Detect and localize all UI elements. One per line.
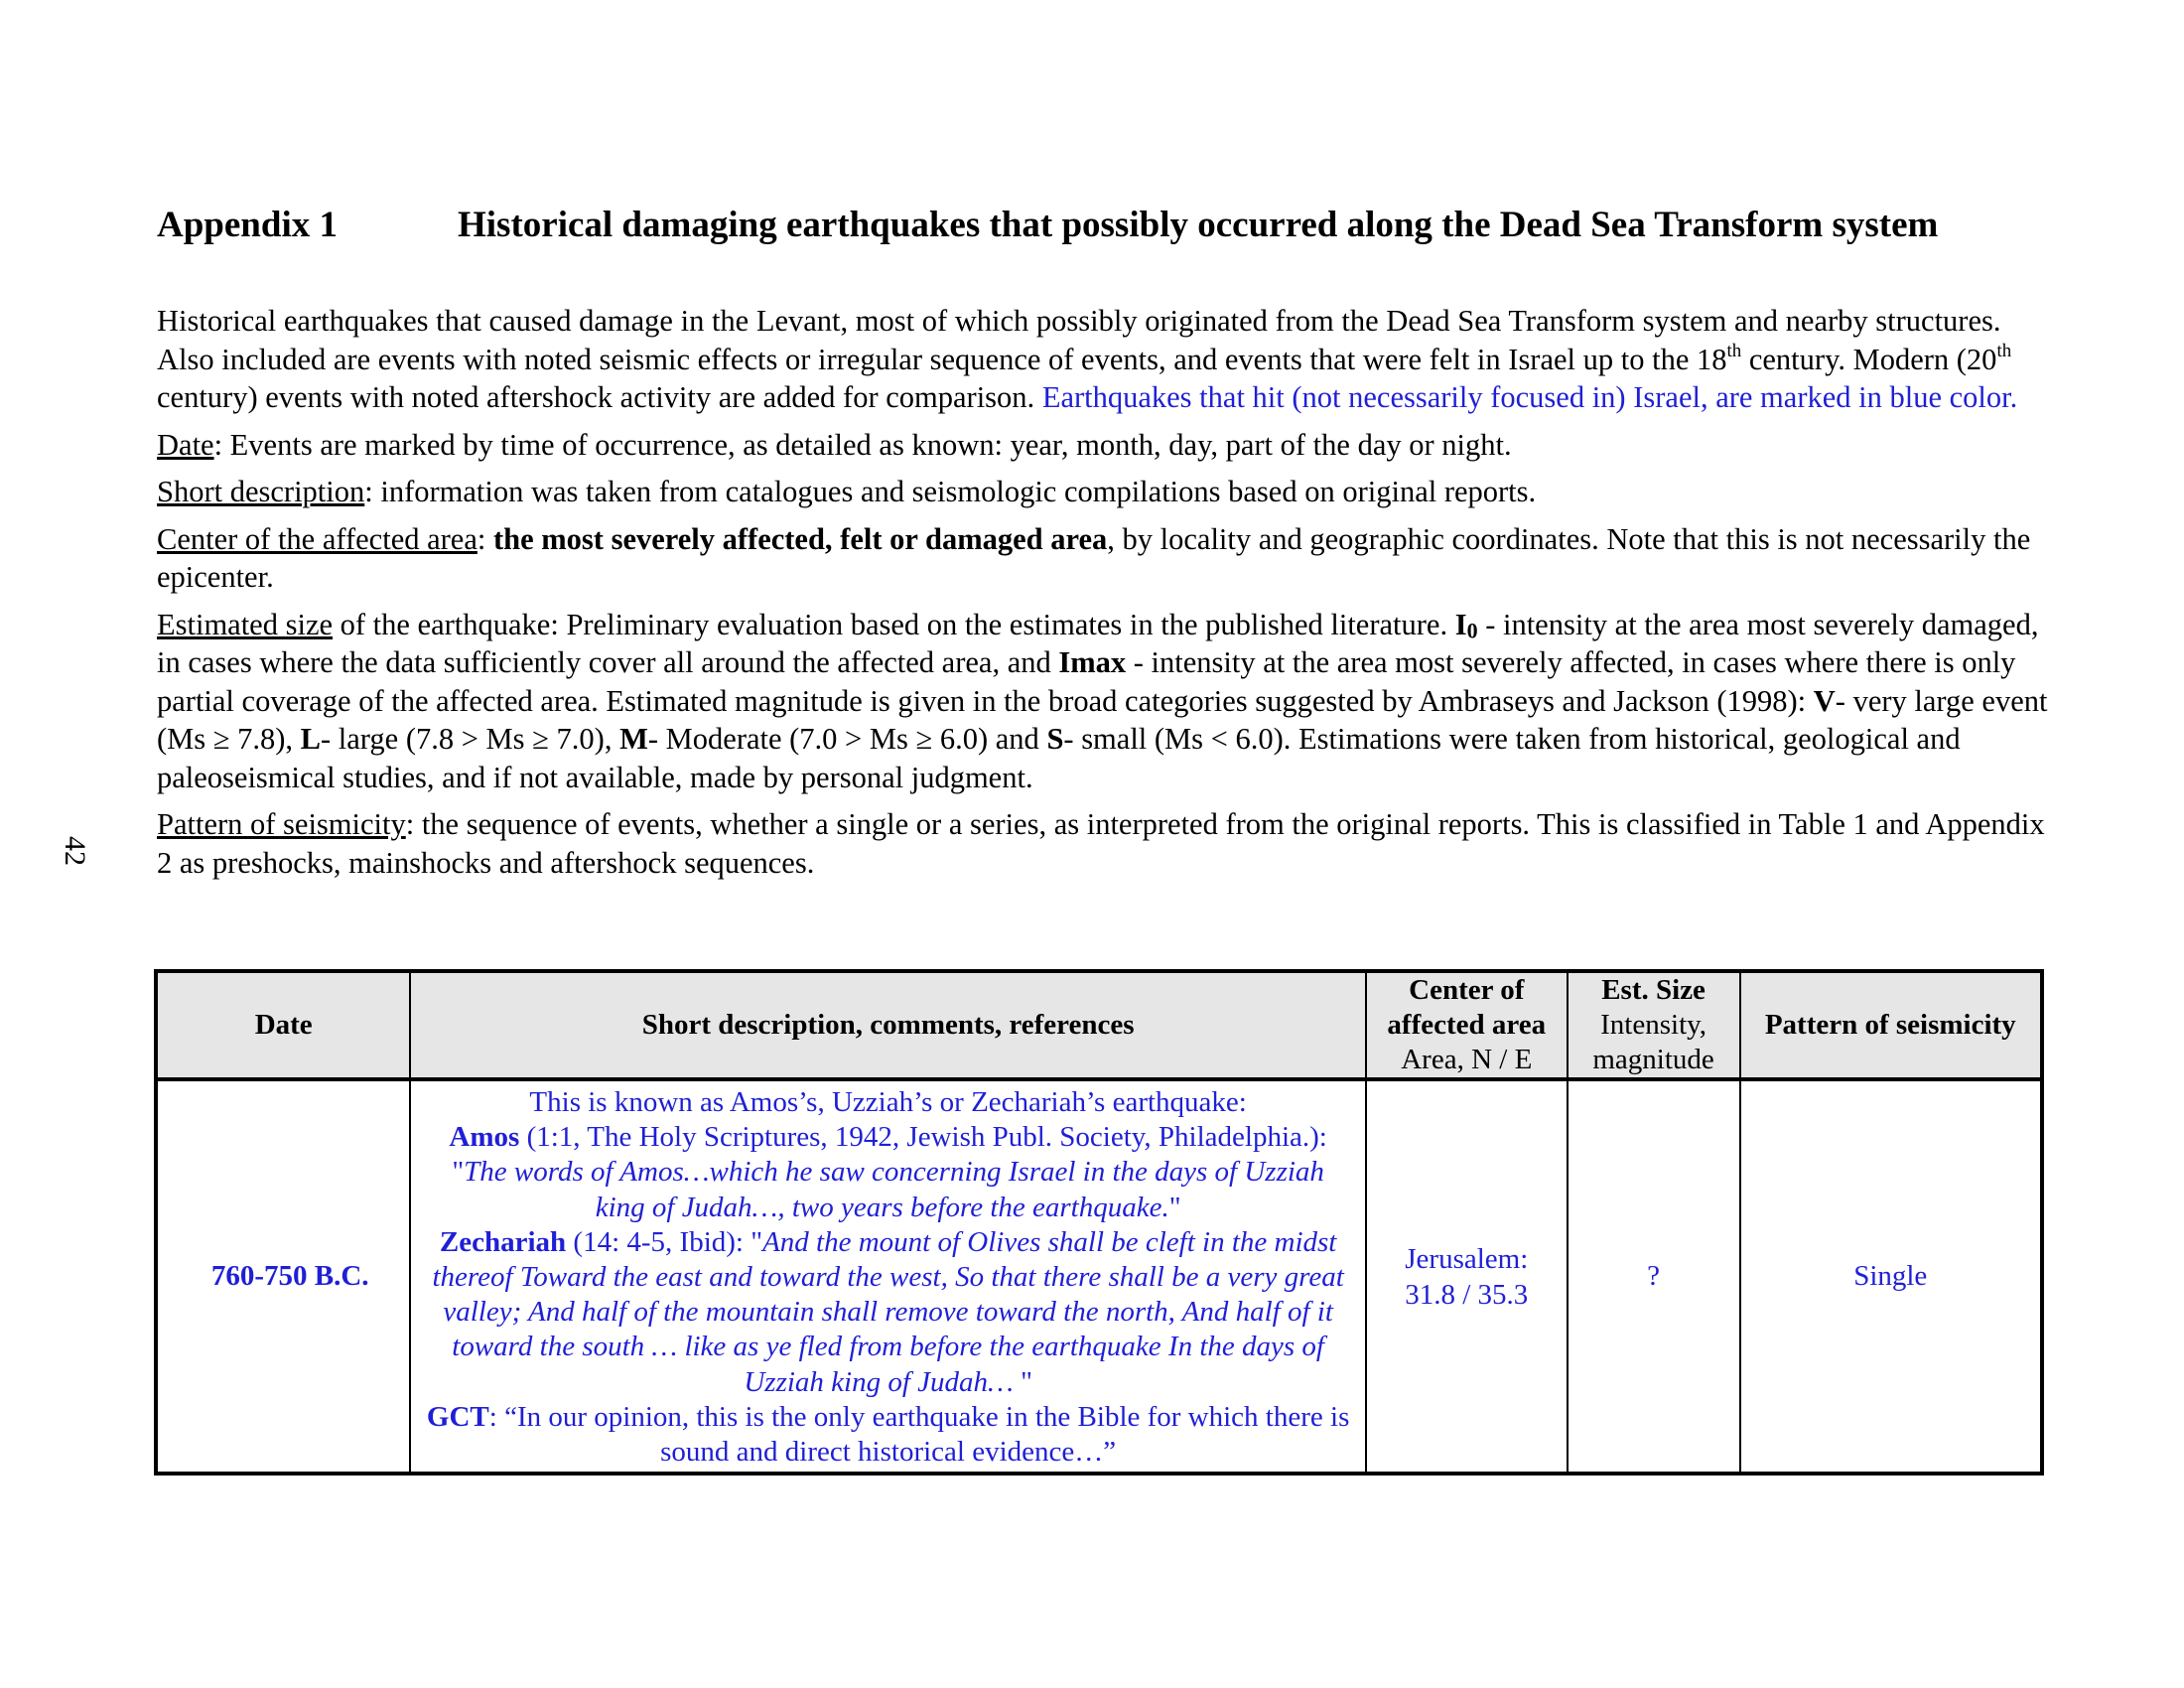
column-header-description: Short description, comments, references xyxy=(410,971,1366,1079)
center-header-line-2: affected area xyxy=(1387,1009,1547,1041)
intro-sup-1: th xyxy=(1726,340,1742,361)
date-definition-text: : Events are marked by time of occurrence, as detailed as known: year, month, day, part of the day or night. xyxy=(213,427,1512,462)
pattern-cell: Single xyxy=(1740,1079,2042,1474)
category-s: S xyxy=(1046,722,1064,756)
center-header-line-3: Area, N / E xyxy=(1401,1044,1533,1075)
category-v-text: - very large event (Ms ≥ 7.8), xyxy=(157,683,2048,756)
short-description-label: Short description xyxy=(157,475,365,508)
appendix-title: Historical damaging earthquakes that possibly occurred along the Dead Sea Transform system xyxy=(458,205,1939,245)
amos-label: Amos xyxy=(449,1121,520,1154)
intro-text-2: century. Modern (20 xyxy=(1741,342,1997,376)
gct-label: GCT xyxy=(426,1400,489,1433)
short-description-text: : information was taken from catalogues and seismologic compilations based on original reports. xyxy=(364,475,1537,508)
short-description-definition xyxy=(157,473,2048,511)
center-definition-label: Center of the affected area xyxy=(157,521,478,556)
size-definition xyxy=(157,606,2048,797)
description-cell xyxy=(410,1079,1366,1474)
appendix-label: Appendix 1 xyxy=(157,205,338,245)
intro-paragraph xyxy=(157,302,2048,417)
earthquake-table xyxy=(154,969,2044,1476)
category-v: V xyxy=(1813,683,1836,718)
pattern-definition xyxy=(157,805,2048,882)
size-definition-label: Estimated size xyxy=(157,607,334,641)
intro-text-1: Historical earthquakes that caused damage in the Levant, most of which possibly originated from the Dead Sea Transform system and nearby structures. Also included are events with noted seismic effects or irregular sequence of events, and events that were felt in Israel up to the 18 xyxy=(157,304,2001,376)
page-number: 42 xyxy=(59,836,91,866)
zechariah-label: Zechariah xyxy=(439,1225,567,1258)
page-title xyxy=(157,204,2043,246)
date-cell: 760-750 B.C. xyxy=(156,1079,410,1474)
intro-sup-2: th xyxy=(1996,340,2012,361)
column-header-date: Date xyxy=(156,971,410,1079)
i0-letter: I xyxy=(1454,607,1467,641)
date-definition-label: Date xyxy=(157,427,214,462)
intro-section xyxy=(157,302,2048,891)
column-header-pattern: Pattern of seismicity xyxy=(1740,971,2042,1079)
i0-symbol xyxy=(1455,608,1478,641)
pattern-definition-label: Pattern of seismicity xyxy=(157,807,406,841)
size-cell: ? xyxy=(1568,1079,1740,1474)
center-coordinates: 31.8 / 35.3 xyxy=(1405,1278,1529,1311)
center-location: Jerusalem: xyxy=(1405,1242,1529,1275)
table-header-row xyxy=(156,971,2042,1079)
amos-quote-close: " xyxy=(1168,1191,1181,1223)
imax-symbol: Imax xyxy=(1058,645,1127,679)
size-header-line-2: Intensity, xyxy=(1600,1009,1706,1041)
center-definition xyxy=(157,520,2048,597)
size-text-1: of the earthquake: Preliminary evaluation based on the estimates in the published literature. xyxy=(333,607,1455,641)
zechariah-reference: (14: 4-5, Ibid): " xyxy=(566,1225,763,1258)
size-text-2: - intensity at the area most severely damaged, in cases where the data sufficiently cover all around the affected area, and xyxy=(157,607,2039,679)
description-intro: This is known as Amos’s, Uzziah’s or Zechariah’s earthquake: xyxy=(529,1086,1247,1118)
column-header-size xyxy=(1568,971,1740,1079)
column-header-center xyxy=(1366,971,1568,1079)
category-s-text: - small (Ms < 6.0). Estimations were taken from historical, geological and paleoseismical studies, and if not available, made by personal judgment. xyxy=(157,722,1961,794)
zechariah-quote-close: " xyxy=(1021,1365,1032,1398)
center-header-line-1: Center of xyxy=(1409,974,1525,1006)
intro-text-3: century) events with noted aftershock activity are added for comparison. xyxy=(157,380,1042,414)
center-cell xyxy=(1366,1079,1568,1474)
category-m-text: - Moderate (7.0 > Ms ≥ 6.0) and xyxy=(647,722,1047,756)
category-l-text: - large (7.8 > Ms ≥ 7.0), xyxy=(321,722,620,756)
pattern-definition-text: : the sequence of events, whether a single or a series, as interpreted from the original reports. This is classified in Table 1 and Appendix 2 as preshocks, mainshocks and aftershock sequences. xyxy=(157,807,2045,880)
amos-reference: (1:1, The Holy Scriptures, 1942, Jewish Publ. Society, Philadelphia.): " xyxy=(452,1121,1327,1189)
center-definition-bold: the most severely affected, felt or damaged area xyxy=(492,521,1108,556)
i0-subscript: 0 xyxy=(1466,617,1478,642)
gct-text: : “In our opinion, this is the only earthquake in the Bible for which there is sound and direct historical evidence…” xyxy=(488,1400,1350,1469)
amos-quote: The words of Amos…which he saw concerning Israel in the days of Uzziah king of Judah…, two years before the earthquake. xyxy=(464,1156,1324,1223)
intro-blue-note: Earthquakes that hit (not necessarily focused in) Israel, are marked in blue color. xyxy=(1041,380,2018,414)
date-definition xyxy=(157,426,2048,465)
zechariah-quote: And the mount of Olives shall be cleft in the midst thereof Toward the east and toward the west, So that there shall be a very great valley; And half of the mountain shall remove toward the north, And half of it toward the south … like as ye fled from before the earthquake In the days of Uzziah king of Judah… xyxy=(432,1225,1344,1398)
size-header-line-3: magnitude xyxy=(1592,1044,1714,1075)
center-definition-colon: : xyxy=(477,521,493,556)
center-definition-text: , by locality and geographic coordinates. Note that this is not necessarily the epicenter. xyxy=(157,521,2031,594)
size-header-line-1: Est. Size xyxy=(1601,974,1706,1006)
category-m: M xyxy=(619,722,648,756)
table-row xyxy=(156,1079,2042,1474)
category-l: L xyxy=(300,722,322,756)
size-text-3: - intensity at the area most severely affected, in cases where there is only partial coverage of the affected area. Estimated magnitude is given in the broad categories suggested by Ambraseys and Jackson (1998): xyxy=(157,645,2016,718)
